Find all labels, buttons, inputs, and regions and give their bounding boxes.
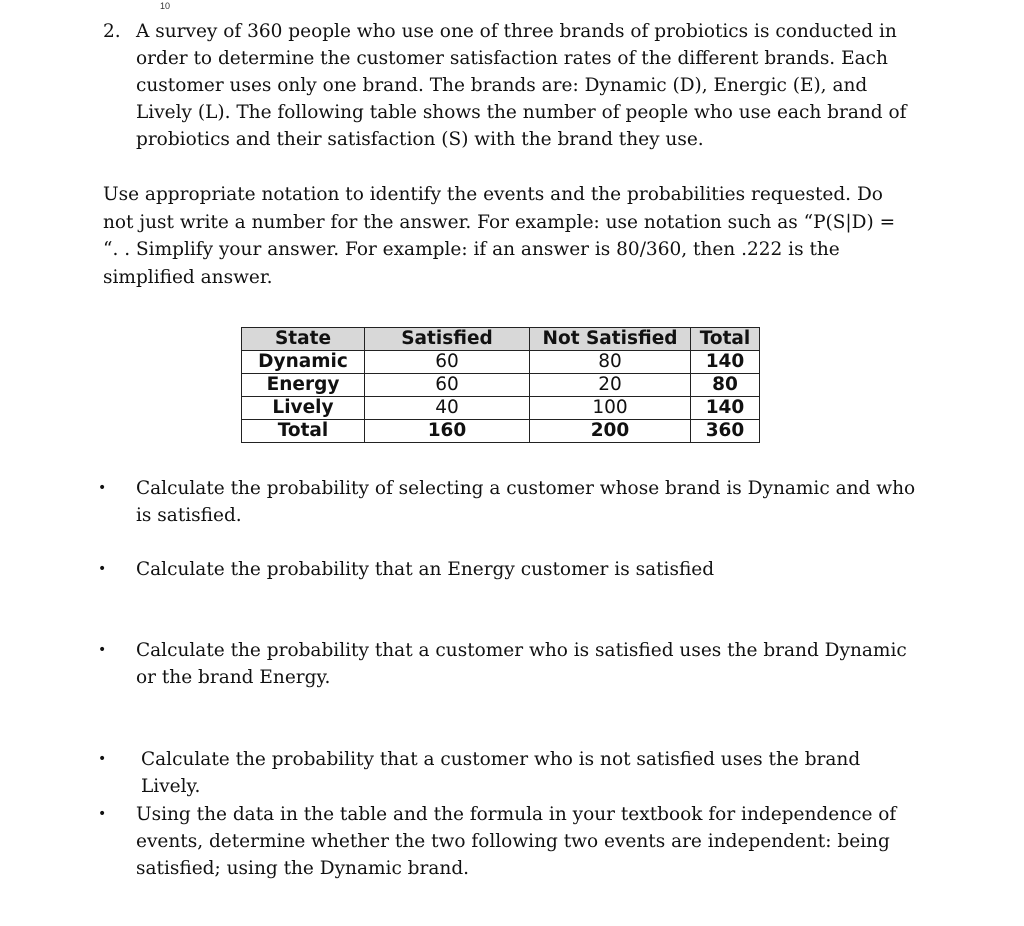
question-text: Calculate the probability that a customer who is satisfied uses the brand Dynamic or the brand Energy. <box>136 640 907 688</box>
table-row <box>242 374 760 397</box>
cell-not-satisfied: 20 <box>530 374 691 397</box>
bullet-icon: • <box>98 480 107 496</box>
header-satisfied: Satisfied <box>365 328 530 351</box>
problem-text: A survey of 360 people who use one of three brands of probiotics is conducted in order to determine the customer satisfaction rates of the different brands. Each customer uses only one brand. The brands are: Dynamic (D), Energic (E), and Lively (L). The following table shows the number of people who use each brand of probiotics and their satisfaction (S) with the brand they use. <box>136 21 907 150</box>
bullet-icon: • <box>98 806 107 822</box>
question-text: Calculate the probability that a customer who is not satisfied uses the brand Lively. <box>141 749 861 797</box>
instructions: Use appropriate notation to identify the events and the probabilities requested. Do not just write a number for the answer. For example: use notation such as “P(S|D) = “. . Simplify your answer. For example: if an answer is 80/360, then .222 is the simplified answer. <box>103 184 896 288</box>
header-total: Total <box>691 328 760 351</box>
page-number: 10 <box>160 1 171 11</box>
question-text: Using the data in the table and the formula in your textbook for independence of events, determine whether the two following two events are independent: being satisfied; using the Dynamic brand. <box>136 804 897 879</box>
cell-not-satisfied-total: 200 <box>530 420 691 443</box>
bullet-icon: • <box>98 561 107 577</box>
row-label-energy: Energy <box>242 374 365 397</box>
cell-total: 140 <box>691 351 760 374</box>
table-row <box>242 397 760 420</box>
cell-satisfied: 60 <box>365 351 530 374</box>
satisfaction-table <box>241 327 760 443</box>
table-row <box>242 351 760 374</box>
table-total-row <box>242 420 760 443</box>
cell-total: 80 <box>691 374 760 397</box>
question-text: Calculate the probability of selecting a customer whose brand is Dynamic and who is satisfied. <box>136 478 916 526</box>
cell-satisfied: 40 <box>365 397 530 420</box>
problem-number: 2. <box>103 21 121 42</box>
question-text: Calculate the probability that an Energy customer is satisfied <box>136 559 715 580</box>
header-state: State <box>242 328 365 351</box>
cell-grand-total: 360 <box>691 420 760 443</box>
cell-satisfied: 60 <box>365 374 530 397</box>
row-label-dynamic: Dynamic <box>242 351 365 374</box>
table-header-row <box>242 328 760 351</box>
bullet-icon: • <box>98 642 107 658</box>
cell-total: 140 <box>691 397 760 420</box>
header-not-satisfied: Not Satisfied <box>530 328 691 351</box>
cell-not-satisfied: 80 <box>530 351 691 374</box>
cell-not-satisfied: 100 <box>530 397 691 420</box>
row-label-total: Total <box>242 420 365 443</box>
bullet-icon: • <box>98 751 107 767</box>
cell-satisfied-total: 160 <box>365 420 530 443</box>
row-label-lively: Lively <box>242 397 365 420</box>
